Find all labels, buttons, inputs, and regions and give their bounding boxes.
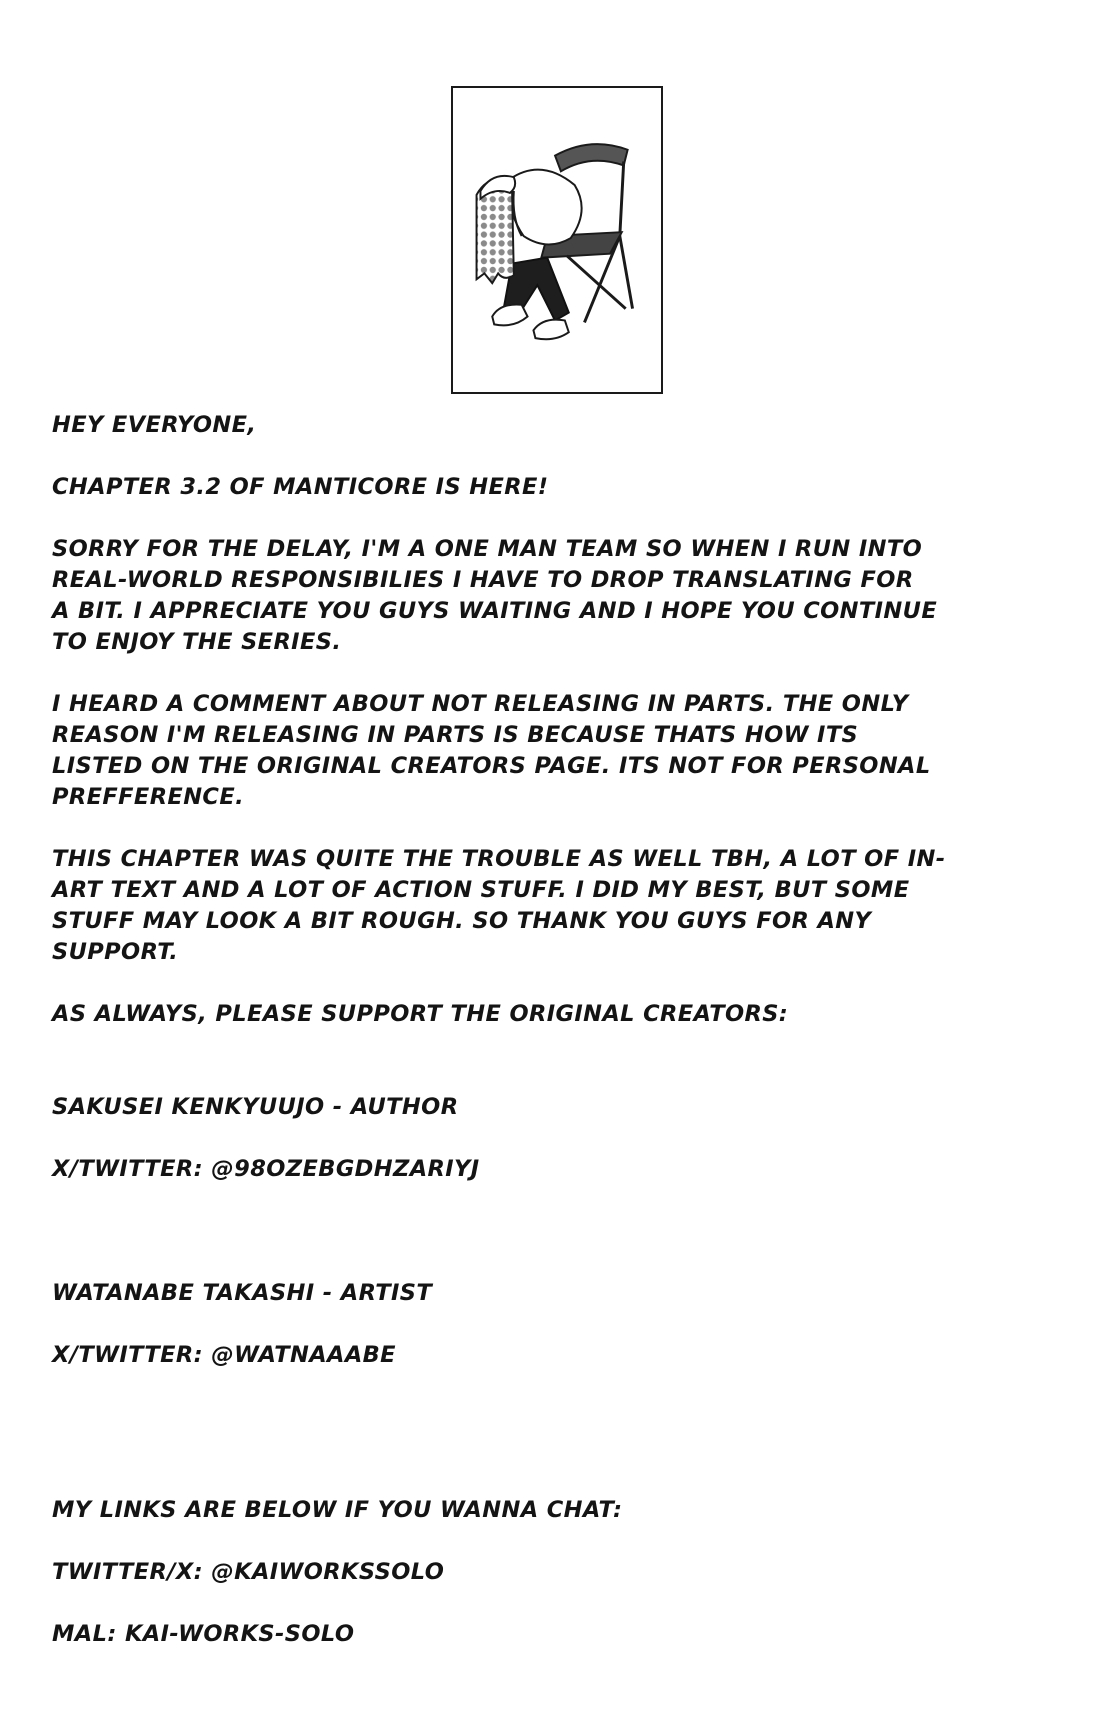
chibi-character-bowing-on-folding-chair-icon xyxy=(453,88,661,392)
greeting: HEY EVERYONE, xyxy=(52,412,257,438)
artist-name-role: WATANABE TAKASHI - ARTIST xyxy=(52,1280,433,1306)
translator-note-text xyxy=(52,410,1082,1712)
support-creators-intro: AS ALWAYS, PLEASE SUPPORT THE ORIGINAL CREATORS: xyxy=(52,1001,789,1027)
chapter-announcement: CHAPTER 3.2 OF MANTICORE IS HERE! xyxy=(52,474,549,500)
apology-paragraph: SORRY FOR THE DELAY, I'M A ONE MAN TEAM SO WHEN I RUN INTO REAL-WORLD RESPONSIBILIES I HAVE TO DROP TRANSLATING FOR A BIT. I APPRECIATE YOU GUYS WAITING AND I HOPE YOU CONTINUE TO ENJOY THE SERIES. xyxy=(52,536,938,655)
artist-twitter-handle[interactable]: X/TWITTER: @WATNAAABE xyxy=(52,1342,396,1368)
chapter-difficulty-paragraph: THIS CHAPTER WAS QUITE THE TROUBLE AS WELL TBH, A LOT OF IN- ART TEXT AND A LOT OF ACTION STUFF. I DID MY BEST, BUT SOME STUFF MAY LOOK A BIT ROUGH. SO THANK YOU GUYS FOR ANY SUPPORT. xyxy=(52,846,946,965)
translator-links xyxy=(52,1464,1082,1681)
author-twitter-handle[interactable]: X/TWITTER: @98OZEBGDHZARIYJ xyxy=(52,1156,480,1182)
release-parts-paragraph: I HEARD A COMMENT ABOUT NOT RELEASING IN PARTS. THE ONLY REASON I'M RELEASING IN PARTS IS BECAUSE THATS HOW ITS LISTED ON THE ORIGINAL CREATORS PAGE. ITS NOT FOR PERSONAL PREFFERENCE. xyxy=(52,691,931,810)
chibi-bowing-illustration xyxy=(451,86,663,394)
author-credit xyxy=(52,1061,1082,1216)
translator-twitter-link[interactable]: TWITTER/X: @KAIWORKSSOLO xyxy=(52,1559,445,1585)
artist-credit xyxy=(52,1247,1082,1402)
links-intro: MY LINKS ARE BELOW IF YOU WANNA CHAT: xyxy=(52,1497,623,1523)
translator-mal-link[interactable]: MAL: KAI-WORKS-SOLO xyxy=(52,1621,355,1647)
author-name-role: SAKUSEI KENKYUUJO - AUTHOR xyxy=(52,1094,459,1120)
